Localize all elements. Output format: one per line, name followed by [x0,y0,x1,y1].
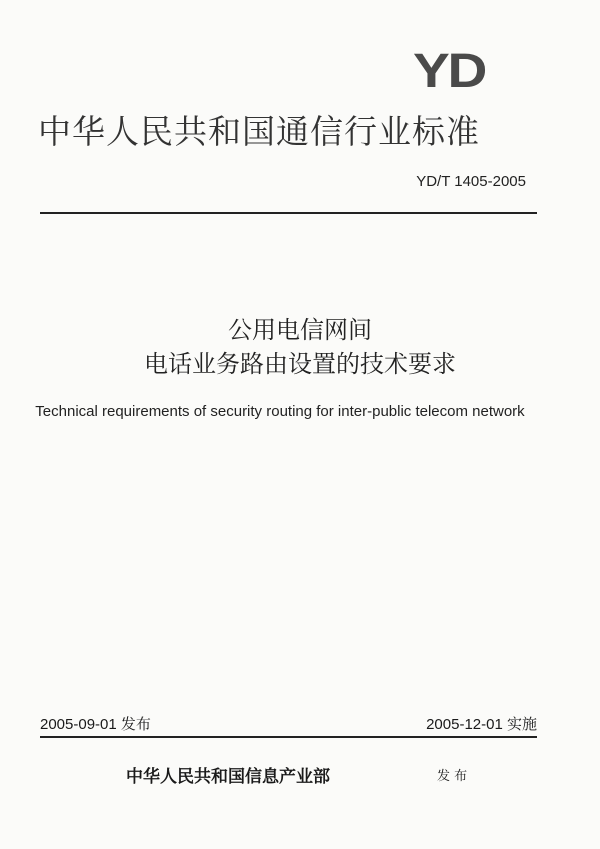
standard-category-title: 中华人民共和国通信行业标准 [38,112,480,151]
implementation-date: 2005-12-01 实施 [426,716,537,733]
publisher: 中华人民共和国信息产业部 [126,767,330,787]
footer-divider [40,736,537,738]
publish-label: 发 布 [437,769,468,784]
document-title-line-2: 电话业务路由设置的技术要求 [144,350,456,378]
standard-code: YD/T 1405-2005 [416,173,526,190]
header-divider [40,212,537,214]
document-title-line-1: 公用电信网间 [228,316,372,344]
issue-date: 2005-09-01 发布 [40,716,151,733]
english-title: Technical requirements of security routing for inter-public telecom network [35,403,525,420]
yd-logo: YD [413,45,486,98]
